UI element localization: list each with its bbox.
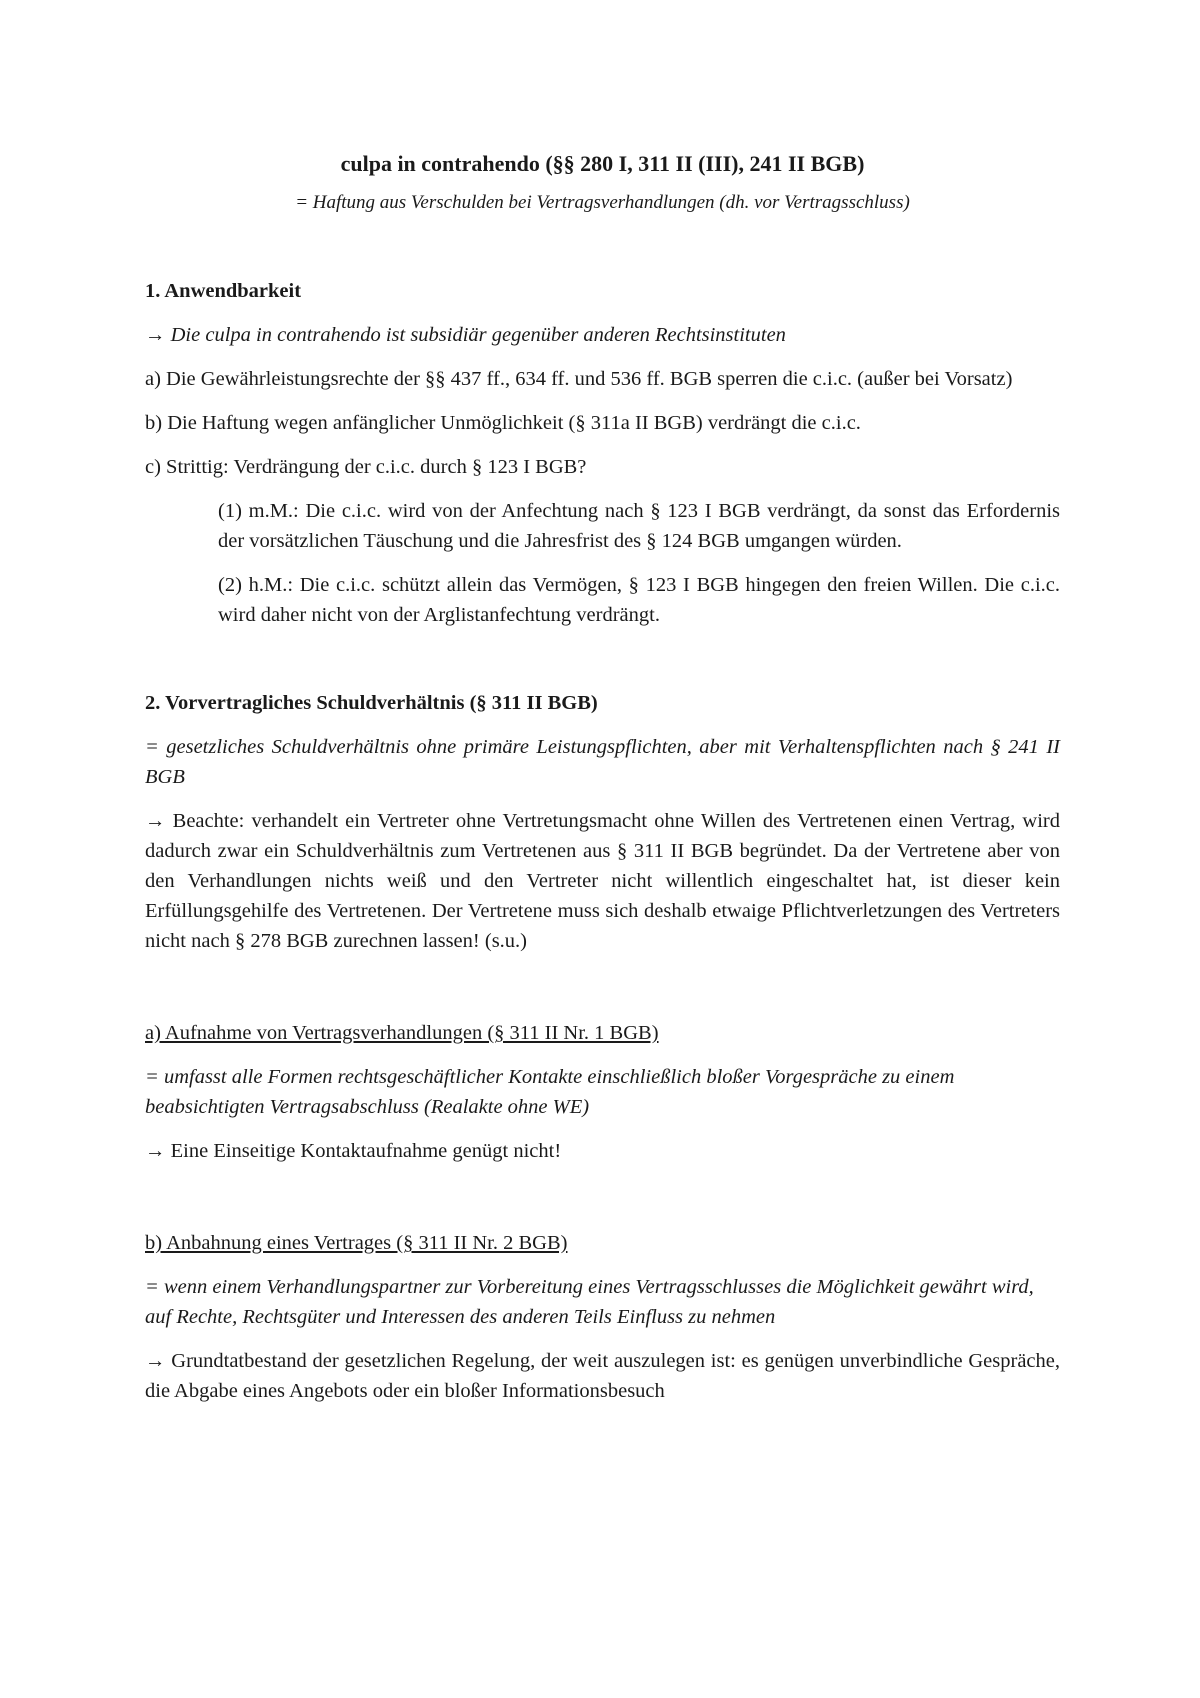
document-content — [145, 148, 1060, 1406]
document-title: culpa in contrahendo (§§ 280 I, 311 II (III), 241 II BGB) — [340, 151, 865, 176]
section-2-definition: = gesetzliches Schuldverhältnis ohne primäre Leistungspflichten, aber mit Verhaltenspflichten nach § 241 II BGB — [145, 736, 1060, 788]
subsection-a-note: → Eine Einseitige Kontaktaufnahme genügt nicht! — [145, 1140, 562, 1162]
section-1-item-b: b) Die Haftung wegen anfänglicher Unmöglichkeit (§ 311a II BGB) verdrängt die c.i.c. — [145, 412, 861, 434]
section-1-item-a: a) Die Gewährleistungsrechte der §§ 437 ff., 634 ff. und 536 ff. BGB sperren die c.i.c. (außer bei Vorsatz) — [145, 368, 1013, 390]
section-2-heading: 2. Vorvertragliches Schuldverhältnis (§ 311 II BGB) — [145, 692, 598, 714]
section-1-item-c: c) Strittig: Verdrängung der c.i.c. durch § 123 I BGB? — [145, 456, 587, 478]
subsection-b-definition: = wenn einem Verhandlungspartner zur Vorbereitung eines Vertragsschlusses die Möglichkeit gewährt wird, auf Rechte, Rechtsgüter und Interessen des anderen Teils Einfluss zu nehmen — [145, 1276, 1034, 1328]
section-1-opinion-minority: (1) m.M.: Die c.i.c. wird von der Anfechtung nach § 123 I BGB verdrängt, da sonst das Erfordernis der vorsätzlichen Täuschung und die Jahresfrist des § 124 BGB umgangen würden. — [218, 500, 1060, 552]
subsection-b-heading: b) Anbahnung eines Vertrages (§ 311 II Nr. 2 BGB) — [145, 1232, 568, 1254]
section-1-note: → Die culpa in contrahendo ist subsidiär gegenüber anderen Rechtsinstituten — [145, 324, 786, 346]
subsection-a-definition: = umfasst alle Formen rechtsgeschäftlicher Kontakte einschließlich bloßer Vorgespräche zu einem beabsichtigten Vertragsabschluss (Realakte ohne WE) — [145, 1066, 955, 1118]
section-1-opinion-majority: (2) h.M.: Die c.i.c. schützt allein das Vermögen, § 123 I BGB hingegen den freien Willen. Die c.i.c. wird daher nicht von der Arglistanfechtung verdrängt. — [218, 574, 1060, 626]
subsection-a-heading: a) Aufnahme von Vertragsverhandlungen (§ 311 II Nr. 1 BGB) — [145, 1022, 659, 1044]
section-1-heading: 1. Anwendbarkeit — [145, 280, 302, 302]
subsection-b-note: → Grundtatbestand der gesetzlichen Regelung, der weit auszulegen ist: es genügen unverbindliche Gespräche, die Abgabe eines Angebots oder ein bloßer Informationsbesuch — [145, 1350, 1060, 1402]
section-2-note: → Beachte: verhandelt ein Vertreter ohne Vertretungsmacht ohne Willen des Vertretenen einen Vertrag, wird dadurch zwar ein Schuldverhältnis zum Vertretenen aus § 311 II BGB begründet. Da der Vertretene aber von den Verhandlungen nichts weiß und den Vertreter nicht willentlich eingeschaltet hat, ist dieser kein Erfüllungsgehilfe des Vertretenen. Der Vertretene muss sich deshalb etwaige Pflichtverletzungen des Vertreters nicht nach § 278 BGB zurechnen lassen! (s.u.) — [145, 810, 1060, 952]
document-subtitle: = Haftung aus Verschulden bei Vertragsverhandlungen (dh. vor Vertragsschluss) — [295, 192, 910, 213]
